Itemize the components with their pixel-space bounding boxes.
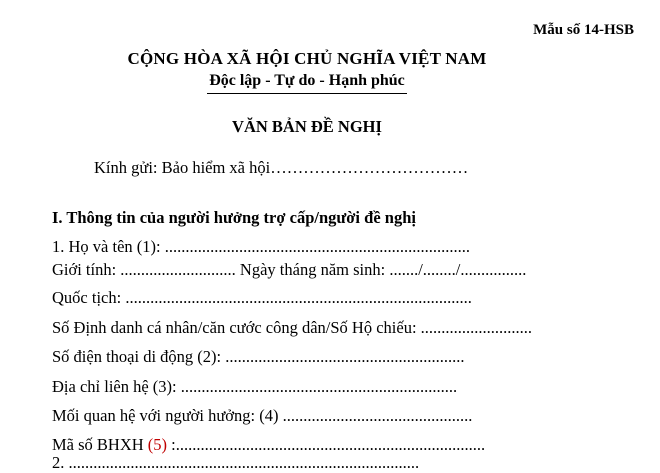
cut-off-text: 2. ..................................................................................... xyxy=(52,453,420,472)
address-line: Địa chỉ liên hệ (3): ................................................................... xyxy=(52,377,458,396)
form-number: Mẫu số 14-HSB xyxy=(533,22,634,38)
relationship-line: Mối quan hệ với người hưởng: (4) .............................................. xyxy=(52,406,473,425)
phone-line: Số điện thoại di động (2): .......................................................... xyxy=(52,347,465,366)
section-heading: I. Thông tin của người hưởng trợ cấp/người đề nghị xyxy=(52,208,416,227)
id-number-line: Số Định danh cá nhân/căn cước công dân/Số Hộ chiếu: ........................... xyxy=(52,318,533,337)
bhxh-note: (5) xyxy=(147,435,168,454)
motto-container xyxy=(0,72,614,94)
full-name-line: 1. Họ và tên (1): .......................................................................... xyxy=(52,237,470,256)
nation-heading: CỘNG HÒA XÃ HỘI CHỦ NGHĨA VIỆT NAM xyxy=(127,49,487,68)
gender-dob-line: Giới tính: ............................ Ngày tháng năm sinh: ......./......../................ xyxy=(52,260,527,279)
bhxh-line xyxy=(52,435,485,455)
motto: Độc lập - Tự do - Hạnh phúc xyxy=(207,72,407,94)
bhxh-fill: :........................................................................... xyxy=(167,435,486,454)
document-title: VĂN BẢN ĐỀ NGHỊ xyxy=(232,117,382,136)
bhxh-label: Mã số BHXH xyxy=(52,435,148,454)
greeting-line: Kính gửi: Bảo hiểm xã hội……………………………… xyxy=(94,158,469,177)
nationality-line: Quốc tịch: .................................................................................... xyxy=(52,288,472,307)
cut-off-line xyxy=(52,453,612,472)
